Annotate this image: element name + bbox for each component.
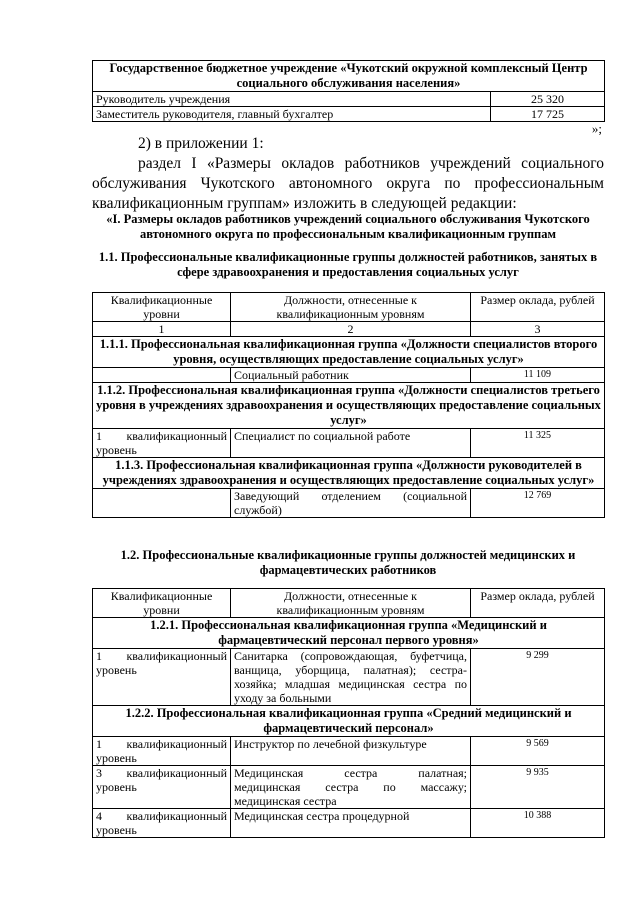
table-row [93, 766, 605, 809]
table-row [93, 368, 605, 383]
column-header: Должности, отнесенные к квалификационным уровням [231, 293, 471, 322]
top-salary-table [92, 60, 605, 122]
column-header: Размер оклада, рублей [471, 589, 605, 618]
position-cell: Медицинская сестра палатная; медицинская сестра по массажу; медицинская сестра [231, 766, 471, 809]
salary-cell: 9 299 [471, 649, 605, 706]
subsection-title-1-1: 1.1. Профессиональные квалификационные группы должностей работников, занятых в сфере здравоохранения и предоставления социальных услуг [98, 250, 598, 279]
group-title: 1.2.2. Профессиональная квалификационная группа «Средний медицинский и фармацевтический персонал» [93, 706, 605, 737]
level-cell: 3 квалификационный уровень [93, 766, 231, 809]
closing-mark: »; [591, 121, 602, 136]
salary-cell: 12 769 [471, 489, 605, 518]
column-header: Квалификационные уровни [93, 293, 231, 322]
top-table-header: Государственное бюджетное учреждение «Чукотский окружной комплексный Центр социального обслуживания населения» [93, 61, 605, 92]
column-number: 2 [231, 322, 471, 337]
position-cell: Заведующий отделением (социальной службой) [231, 489, 471, 518]
position-cell: Санитарка (сопровождающая, буфетчица, ванщица, уборщица, палатная); сестра-хозяйка; младшая медицинская сестра по уходу за больными [231, 649, 471, 706]
level-cell [93, 368, 231, 383]
salary-table-1-2 [92, 588, 605, 838]
table-row [93, 92, 605, 107]
amount-cell: 25 320 [491, 92, 605, 107]
table-row [93, 489, 605, 518]
table-row [93, 737, 605, 766]
amount-cell: 17 725 [491, 107, 605, 122]
table-header-row [93, 293, 605, 322]
salary-cell: 9 569 [471, 737, 605, 766]
salary-table-1-1 [92, 292, 605, 518]
paragraph-annex: 2) в приложении 1: [138, 135, 264, 152]
table-row [93, 649, 605, 706]
position-cell: Инструктор по лечебной физкультуре [231, 737, 471, 766]
group-title: 1.1.3. Профессиональная квалификационная группа «Должности руководителей в учреждениях здравоохранения и осуществляющих предоставление социальных услуг» [93, 458, 605, 489]
position-cell: Руководитель учреждения [93, 92, 491, 107]
section-title: «I. Размеры окладов работников учреждений социального обслуживания Чукотского автономного округа по профессиональным квалификационным группам [106, 212, 590, 241]
column-number-row [93, 322, 605, 337]
level-cell: 4 квалификационный уровень [93, 809, 231, 838]
group-title: 1.1.1. Профессиональная квалификационная группа «Должности специалистов второго уровня, осуществляющих предоставление социальных услуг» [93, 337, 605, 368]
column-header: Размер оклада, рублей [471, 293, 605, 322]
position-cell: Специалист по социальной работе [231, 429, 471, 458]
salary-cell: 11 109 [471, 368, 605, 383]
group-title: 1.1.2. Профессиональная квалификационная группа «Должности специалистов третьего уровня в учреждениях здравоохранения и осуществляющих предоставление социальных услуг» [93, 383, 605, 429]
column-header: Должности, отнесенные к квалификационным уровням [231, 589, 471, 618]
position-cell: Заместитель руководителя, главный бухгалтер [93, 107, 491, 122]
group-title: 1.2.1. Профессиональная квалификационная группа «Медицинский и фармацевтический персонал первого уровня» [93, 618, 605, 649]
position-cell: Социальный работник [231, 368, 471, 383]
level-cell [93, 489, 231, 518]
subsection-title-1-2: 1.2. Профессиональные квалификационные группы должностей медицинских и фармацевтических работников [120, 548, 576, 577]
salary-cell: 9 935 [471, 766, 605, 809]
table-row [93, 107, 605, 122]
salary-cell: 10 388 [471, 809, 605, 838]
table-header-row [93, 589, 605, 618]
paragraph-line: раздел I «Размеры окладов работников учреждений социального [138, 155, 604, 172]
column-header: Квалификационные уровни [93, 589, 231, 618]
level-cell: 1 квалификационный уровень [93, 737, 231, 766]
table-row [93, 429, 605, 458]
salary-cell: 11 325 [471, 429, 605, 458]
level-cell: 1 квалификационный уровень [93, 649, 231, 706]
column-number: 3 [471, 322, 605, 337]
table-row [93, 809, 605, 838]
column-number: 1 [93, 322, 231, 337]
position-cell: Медицинская сестра процедурной [231, 809, 471, 838]
level-cell: 1 квалификационный уровень [93, 429, 231, 458]
paragraph-line: квалификационным группам» изложить в следующей редакции: [92, 195, 517, 212]
paragraph-line: обслуживания Чукотского автономного округа по профессиональным [92, 175, 604, 192]
